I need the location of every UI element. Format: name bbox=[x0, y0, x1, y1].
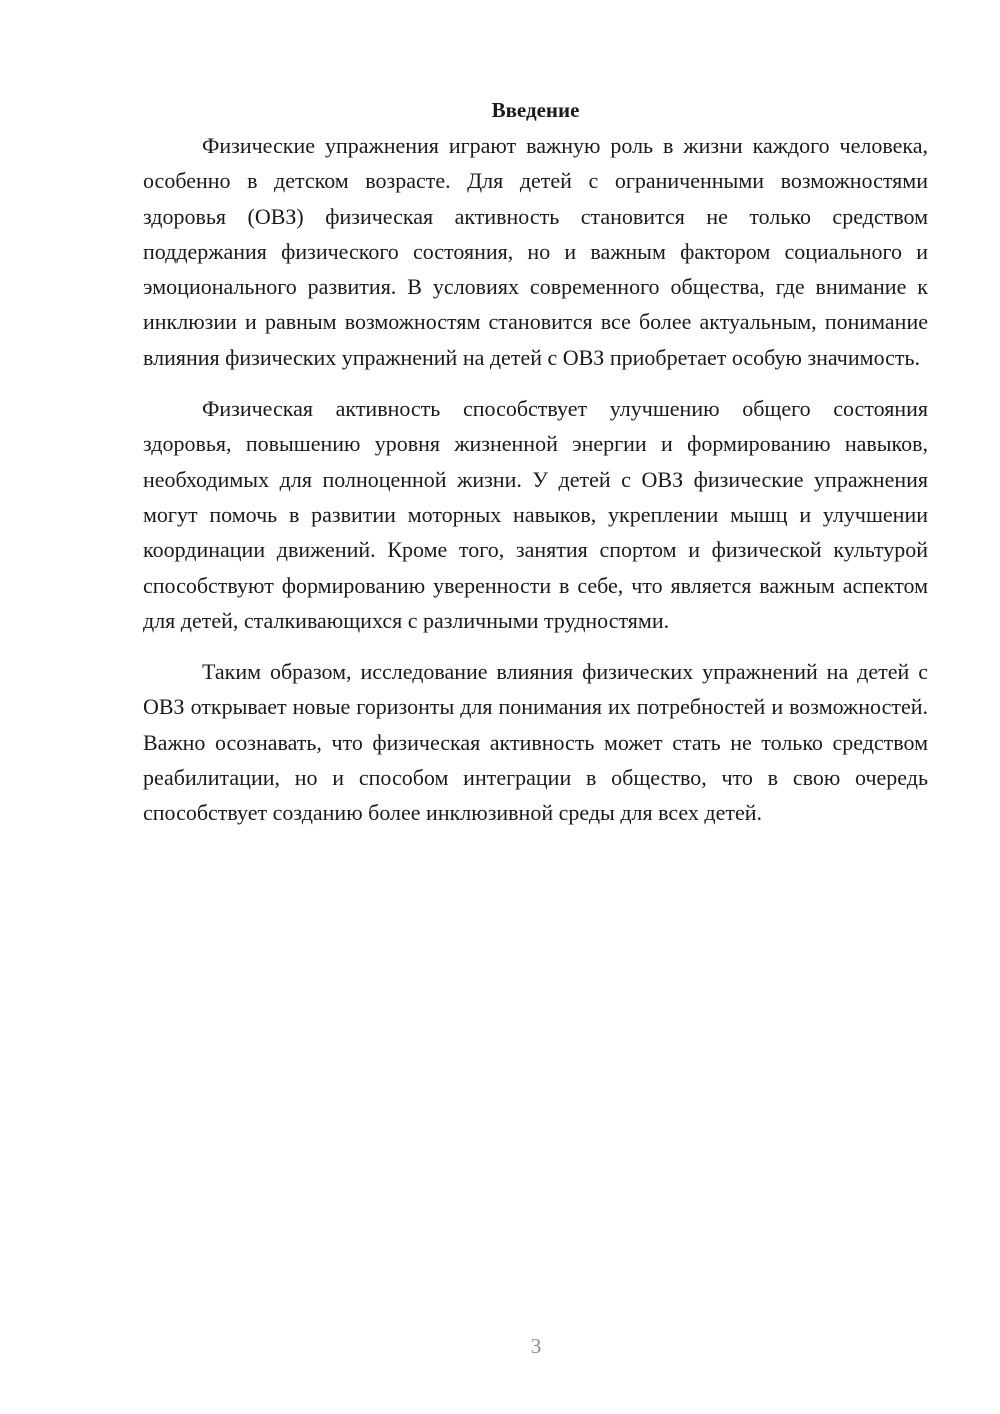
paragraph-2: Физическая активность способствует улучшению общего состояния здоровья, повышению уровня жизненной энергии и формированию навыков, необходимых для полноценной жизни. У детей с ОВЗ физические упражнения могут помочь в развитии моторных навыков, укреплении мышц и улучшении координации движений. Кроме того, занятия спортом и физической культурой способствуют формированию уверенности в себе, что является важным аспектом для детей, сталкивающихся с различными трудностями. bbox=[143, 396, 928, 633]
paragraph-1: Физические упражнения играют важную роль в жизни каждого человека, особенно в детском возрасте. Для детей с ограниченными возможностями здоровья (ОВЗ) физическая активность становится не только средством поддержания физического состояния, но и важным фактором социального и эмоционального развития. В условиях современного общества, где внимание к инклюзии и равным возможностям становится все более актуальным, понимание влияния физических упражнений на детей с ОВЗ приобретает особую значимость. bbox=[143, 133, 928, 370]
paragraph-3: Таким образом, исследование влияния физических упражнений на детей с ОВЗ открывает новые горизонты для понимания их потребностей и возможностей. Важно осознавать, что физическая активность может стать не только средством реабилитации, но и способом интеграции в общество, что в свою очередь способствует созданию более инклюзивной среды для всех детей. bbox=[143, 659, 928, 826]
page-content bbox=[143, 92, 928, 831]
page-number: 3 bbox=[530, 1334, 542, 1358]
section-title: Введение bbox=[491, 98, 580, 122]
